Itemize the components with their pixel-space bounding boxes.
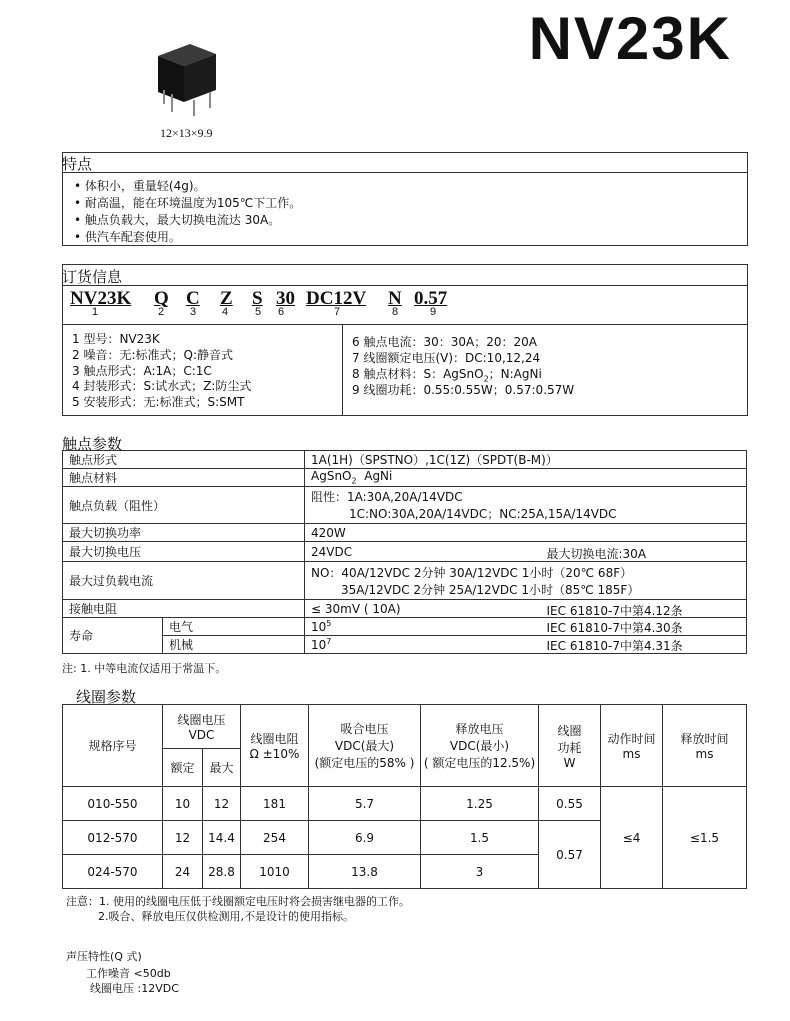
coil-note-1: 注意：1. 使用的线圈电压低于线圈额定电压时将会损害继电器的工作。 bbox=[66, 895, 410, 908]
sound-noise: 工作噪音 <50db bbox=[86, 967, 171, 980]
header-release-time: 释放时间 ms bbox=[663, 705, 747, 787]
overload-label: 最大过负载电流 bbox=[63, 562, 305, 600]
cell-release: 1.25 bbox=[421, 787, 539, 821]
coil-title: 线圈参数 bbox=[76, 688, 137, 706]
resistance-label: 接触电阻 bbox=[63, 600, 305, 618]
cell-rated: 10 bbox=[163, 787, 203, 821]
life-label: 寿命 bbox=[63, 618, 163, 654]
option-noise: 2 噪音：无:标准式；Q:静音式 bbox=[72, 348, 233, 362]
cell-spec: 010-550 bbox=[63, 787, 163, 821]
relay-product-image bbox=[150, 38, 220, 118]
code-part: C bbox=[186, 288, 200, 309]
code-part: Z bbox=[220, 288, 233, 309]
code-number: 1 bbox=[92, 306, 99, 318]
cell-resistance: 181 bbox=[241, 787, 309, 821]
code-part: NV23K bbox=[70, 288, 132, 309]
code-part: N bbox=[388, 288, 402, 309]
life-electrical-label: 电气 bbox=[163, 618, 305, 636]
contact-title: 触点参数 bbox=[62, 435, 123, 453]
option-package: 4 封装形式：S:试水式；Z:防尘式 bbox=[72, 379, 252, 393]
feature-item: • 触点负载大，最大切换电流达 30A。 bbox=[74, 213, 281, 227]
cell-operate-time: ≤4 bbox=[601, 787, 663, 889]
feature-item: • 耐高温，能在环境温度为105℃下工作。 bbox=[74, 196, 302, 210]
code-part: 30 bbox=[276, 288, 295, 309]
header-operate-time: 动作时间 ms bbox=[601, 705, 663, 787]
max-voltage-value: 24VDC 最大切换电流:30A bbox=[305, 542, 747, 562]
option-current: 6 触点电流：30：30A；20：20A bbox=[352, 335, 537, 349]
code-part: Q bbox=[154, 288, 169, 309]
option-coil-power: 9 线圈功耗：0.55:0.55W；0.57:0.57W bbox=[352, 383, 575, 397]
code-number: 4 bbox=[222, 306, 229, 318]
cell-max: 12 bbox=[203, 787, 241, 821]
cell-power: 0.55 bbox=[539, 787, 601, 821]
cell-pickup: 6.9 bbox=[309, 821, 421, 855]
header-release-voltage: 释放电压 VDC(最小) ( 额定电压的12.5%) bbox=[421, 705, 539, 787]
code-number: 8 bbox=[392, 306, 399, 318]
code-part: S bbox=[252, 288, 263, 309]
sound-voltage: 线圈电压 :12VDC bbox=[90, 982, 179, 995]
coil-params-table bbox=[62, 704, 747, 889]
code-number: 3 bbox=[190, 306, 197, 318]
cell-spec: 012-570 bbox=[63, 821, 163, 855]
contact-load-value: 阻性：1A:30A,20A/14VDC 1C:NO:30A,20A/14VDC；NC:25A,15A/14VDC bbox=[305, 487, 747, 524]
feature-item: • 体积小，重量轻(4g)。 bbox=[74, 179, 206, 193]
header-pickup-voltage: 吸合电压 VDC(最大) (额定电压的58% ) bbox=[309, 705, 421, 787]
header-coil-power: 线圈 功耗 W bbox=[539, 705, 601, 787]
code-number: 6 bbox=[278, 306, 285, 318]
option-material: 8 触点材料：S：AgSnO$_2$；N:AgNi bbox=[352, 367, 542, 384]
code-number: 2 bbox=[158, 306, 165, 318]
cell-release: 3 bbox=[421, 855, 539, 889]
option-model: 1 型号：NV23K bbox=[72, 332, 160, 346]
cell-pickup: 13.8 bbox=[309, 855, 421, 889]
cell-release-time: ≤1.5 bbox=[663, 787, 747, 889]
max-power-label: 最大切换功率 bbox=[63, 524, 305, 542]
overload-value: NO：40A/12VDC 2分钟 30A/12VDC 1小时（20℃ 68F） 35A/12VDC 2分钟 25A/12VDC 1小时（85℃ 185F） bbox=[305, 562, 747, 600]
contact-material-label: 触点材料 bbox=[63, 469, 305, 487]
max-voltage-label: 最大切换电压 bbox=[63, 542, 305, 562]
code-number: 9 bbox=[430, 306, 437, 318]
cell-resistance: 1010 bbox=[241, 855, 309, 889]
header-spec: 规格序号 bbox=[63, 705, 163, 787]
contact-note: 注: 1. 中等电流仅适用于常温下。 bbox=[62, 662, 227, 675]
cell-resistance: 254 bbox=[241, 821, 309, 855]
option-coil-voltage: 7 线圈额定电压(V)：DC:10,12,24 bbox=[352, 351, 541, 365]
contact-form-label: 触点形式 bbox=[63, 451, 305, 469]
life-mechanical-value: $10^7$ IEC 61810-7中第4.31条 bbox=[305, 636, 747, 654]
cell-power: 0.57 bbox=[539, 821, 601, 889]
cell-max: 14.4 bbox=[203, 821, 241, 855]
cell-rated: 12 bbox=[163, 821, 203, 855]
sound-title: 声压特性(Q 式) bbox=[66, 950, 142, 963]
contact-load-label: 触点负载（阻性） bbox=[63, 487, 305, 524]
code-number: 5 bbox=[255, 306, 262, 318]
product-model-title: NV23K bbox=[528, 5, 732, 72]
cell-rated: 24 bbox=[163, 855, 203, 889]
cell-spec: 024-570 bbox=[63, 855, 163, 889]
contact-form-value: 1A(1H)（SPSTNO）,1C(1Z)（SPDT(B-M)） bbox=[305, 451, 747, 469]
life-mechanical-label: 机械 bbox=[163, 636, 305, 654]
option-contact-form: 3 触点形式：A:1A；C:1C bbox=[72, 364, 212, 378]
ordering-title: 订货信息 bbox=[62, 268, 123, 286]
dimensions-label: 12×13×9.9 bbox=[160, 126, 213, 140]
max-power-value: 420W bbox=[305, 524, 747, 542]
life-electrical-value: $10^5$ IEC 61810-7中第4.30条 bbox=[305, 618, 747, 636]
code-number: 7 bbox=[334, 306, 341, 318]
resistance-value: ≤ 30mV ( 10A) IEC 61810-7中第4.12条 bbox=[305, 600, 747, 618]
features-title: 特点 bbox=[62, 155, 93, 173]
code-part: DC12V bbox=[306, 288, 367, 309]
table-row bbox=[63, 787, 747, 821]
header-coil-voltage: 线圈电压 VDC bbox=[163, 705, 241, 749]
feature-item: • 供汽车配套使用。 bbox=[74, 230, 181, 244]
coil-note-2: 2.吸合、释放电压仅供检测用,不是设计的使用指标。 bbox=[98, 910, 354, 923]
header-max: 最大 bbox=[203, 749, 241, 787]
contact-params-table bbox=[62, 450, 747, 654]
cell-release: 1.5 bbox=[421, 821, 539, 855]
option-mount: 5 安装形式：无:标准式；S:SMT bbox=[72, 395, 245, 409]
header-coil-resistance: 线圈电阻 Ω ±10% bbox=[241, 705, 309, 787]
header-rated: 额定 bbox=[163, 749, 203, 787]
cell-pickup: 5.7 bbox=[309, 787, 421, 821]
cell-max: 28.8 bbox=[203, 855, 241, 889]
code-part: 0.57 bbox=[414, 288, 448, 309]
contact-material-value: AgSnO$_2$ AgNi bbox=[305, 469, 747, 487]
